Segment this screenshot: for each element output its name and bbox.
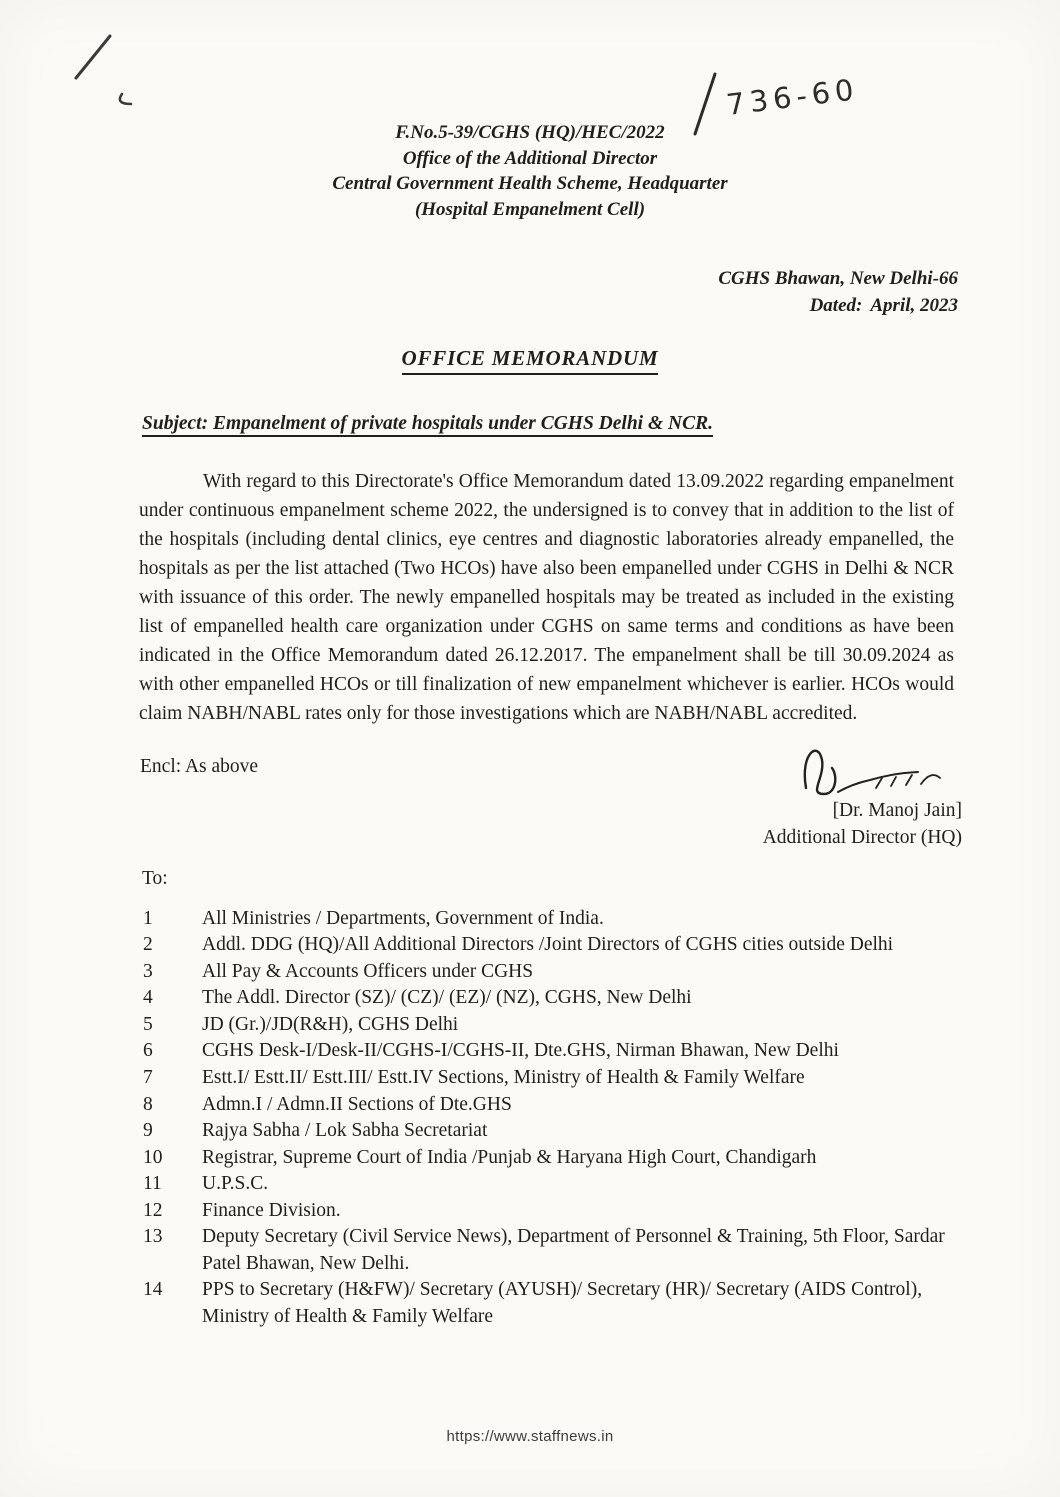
signature-block [0, 798, 962, 852]
signatory-name: [Dr. Manoj Jain] [832, 800, 962, 822]
recipient-text: U.P.S.C. [202, 1173, 269, 1195]
recipient-text: Rajya Sabha / Lok Sabha Secretariat [202, 1120, 488, 1142]
recipient-row [138, 1277, 988, 1330]
letterhead [0, 0, 1060, 223]
memo-title: OFFICE MEMORANDUM [402, 346, 659, 375]
file-number: F.No.5-39/CGHS (HQ)/HEC/2022 [395, 122, 665, 143]
recipient-number: 9 [143, 1120, 153, 1142]
recipient-text: Admn.I / Admn.II Sections of Dte.GHS [202, 1093, 512, 1115]
recipient-row [138, 906, 988, 933]
dated-label: Dated: [809, 295, 863, 317]
organization-line: Central Government Health Scheme, Headquarter [332, 173, 728, 195]
recipient-text: Deputy Secretary (Civil Service News), Department of Personnel & Training, 5th Floor, Sardar Patel Bhawan, New Delhi. [202, 1226, 945, 1274]
recipient-number: 10 [143, 1146, 163, 1168]
pen-scratch-marks [58, 28, 158, 123]
recipient-number: 5 [143, 1013, 153, 1035]
recipient-text: CGHS Desk-I/Desk-II/CGHS-I/CGHS-II, Dte.GHS, Nirman Bhawan, New Delhi [202, 1040, 839, 1062]
recipient-text: All Pay & Accounts Officers under CGHS [202, 960, 534, 982]
footer-url: https://www.staffnews.in [446, 1428, 614, 1445]
recipient-number: 13 [143, 1226, 163, 1248]
handwritten-number: 736-60 [724, 72, 861, 122]
handwritten-diary-number [692, 72, 859, 136]
recipient-text: Addl. DDG (HQ)/All Additional Directors /Joint Directors of CGHS cities outside Delhi [202, 934, 894, 956]
recipient-number: 7 [143, 1066, 153, 1088]
recipient-row [138, 1198, 988, 1225]
recipient-text: PPS to Secretary (H&FW)/ Secretary (AYUSH)/ Secretary (HR)/ Secretary (AIDS Control), Ministry of Health & Family Welfare [202, 1279, 923, 1327]
recipient-row [138, 932, 988, 959]
recipient-text: JD (Gr.)/JD(R&H), CGHS Delhi [202, 1013, 459, 1035]
signatory-designation: Additional Director (HQ) [762, 826, 962, 848]
date-line [0, 292, 958, 320]
place-date-block [0, 265, 958, 320]
place-line: CGHS Bhawan, New Delhi-66 [718, 267, 958, 289]
body-paragraph: With regard to this Directorate's Office Memorandum dated 13.09.2022 regarding empanelment under continuous empanelment scheme 2022, the undersigned is to convey that in addition to the list of the hospitals (including dental clinics, eye centres and diagnostic laboratories already empanelled, the hospitals as per the list attached (Two HCOs) have also been empanelled under CGHS in Delhi & NCR with issuance of this order. The newly empanelled hospitals may be treated as included in the existing list of empanelled health care organization under CGHS on same terms and conditions as have been indicated in the Office Memorandum dated 26.12.2017. The empanelment shall be till 30.09.2024 as with other empanelled HCOs or till finalization of new empanelment whichever is earlier. HCOs would claim NABH/NABL rates only for those investigations which are NABH/NABL accredited. [139, 470, 954, 725]
recipient-row [138, 1038, 988, 1065]
date-rest: April, 2023 [870, 295, 958, 317]
recipient-text: Finance Division. [202, 1199, 341, 1221]
distribution-label: To: [142, 867, 168, 889]
recipient-row [138, 1065, 988, 1092]
office-line: Office of the Additional Director [402, 147, 658, 169]
recipient-row [138, 959, 988, 986]
recipient-row [138, 1012, 988, 1039]
recipient-number: 1 [143, 907, 153, 929]
recipient-text: Estt.I/ Estt.II/ Estt.III/ Estt.IV Sections, Ministry of Health & Family Welfare [202, 1066, 805, 1088]
subject-text: Subject: Empanelment of private hospitals under CGHS Delhi & NCR. [142, 413, 713, 437]
recipient-row [138, 1092, 988, 1119]
recipient-number: 12 [143, 1199, 163, 1221]
recipient-text: All Ministries / Departments, Government of India. [202, 907, 604, 929]
recipient-number: 14 [143, 1279, 163, 1301]
recipient-number: 2 [143, 934, 153, 956]
enclosure-line: Encl: As above [140, 756, 259, 778]
recipient-text: The Addl. Director (SZ)/ (CZ)/ (EZ)/ (NZ), CGHS, New Delhi [202, 987, 692, 1009]
subject-line [142, 413, 970, 435]
recipient-row [138, 1171, 988, 1198]
recipient-row [138, 985, 988, 1012]
recipient-number: 4 [143, 987, 153, 1009]
recipient-number: 3 [143, 960, 153, 982]
recipient-list [138, 906, 988, 1330]
pen-slash-mark [692, 72, 718, 136]
recipient-row [138, 1224, 988, 1277]
memo-title-wrap [0, 346, 1060, 375]
recipient-text: Registrar, Supreme Court of India /Punjab & Haryana High Court, Chandigarh [202, 1146, 817, 1168]
cell-line: (Hospital Empanelment Cell) [414, 198, 646, 220]
recipient-number: 8 [143, 1093, 153, 1115]
recipient-row [138, 1118, 988, 1145]
footer-watermark [0, 1428, 1060, 1445]
recipient-row [138, 1145, 988, 1172]
signature-scribble [776, 734, 956, 808]
recipient-number: 6 [143, 1040, 153, 1062]
recipient-number: 11 [143, 1173, 162, 1195]
